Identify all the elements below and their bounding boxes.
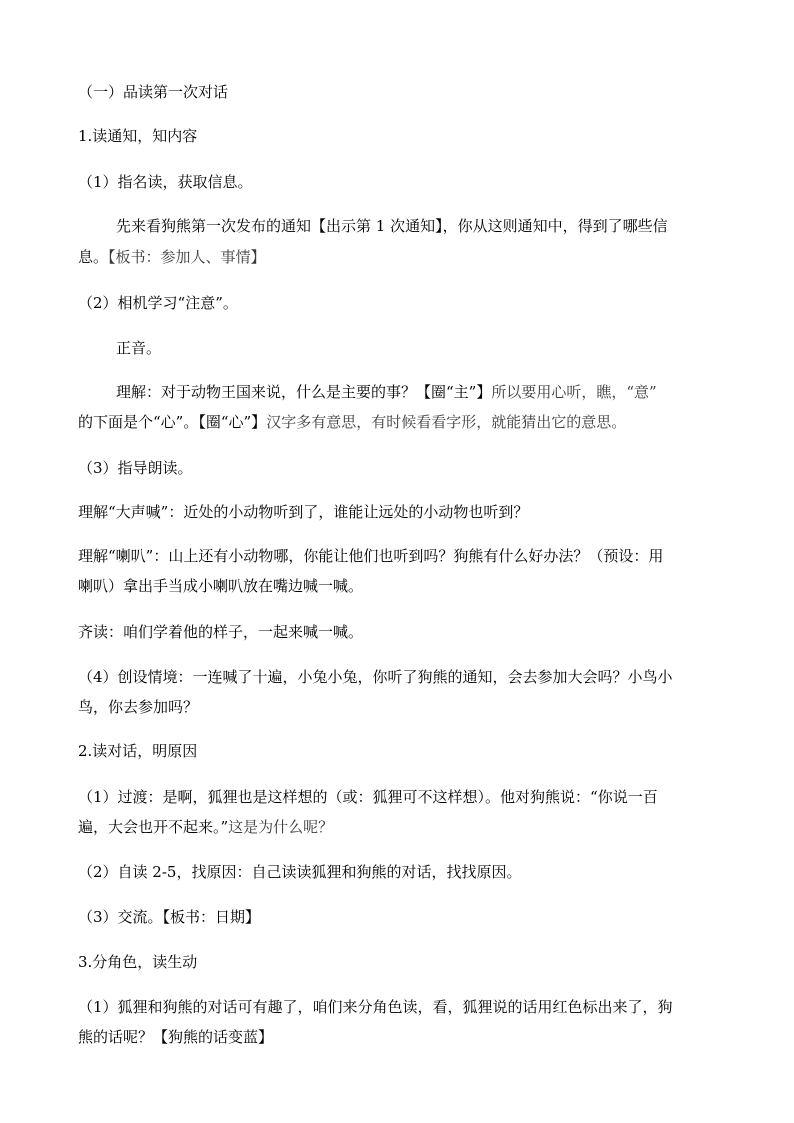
part1-step2-paragraph1: 正音。 xyxy=(116,339,162,357)
part1-step3-paragraph2-line2: 喇叭）拿出手当成小喇叭放在嘴边喊一喊。 xyxy=(78,577,364,595)
part2-heading: 2.读对话，明原因 xyxy=(78,742,198,760)
text-span: 汉字多有意思，有时候看看字形，就能猜出它的意思。 xyxy=(266,413,627,431)
part2-step1-line1: （1）过渡：是啊，狐狸也是这样想的（或：狐狸可不这样想）。他对狗熊说：“你说一百 xyxy=(78,788,658,806)
text-span: 所以要用心听，瞧，“意” xyxy=(491,383,657,401)
part1-step2: （2）相机学习“注意”。 xyxy=(78,294,238,312)
part2-step1-line2 xyxy=(78,817,333,837)
part3-step1-line1: （1）狐狸和狗熊的对话可有趣了，咱们来分角色读，看，狐狸说的话用红色标出来了，狗 xyxy=(78,998,673,1016)
part2-step3: （3）交流。【板书：日期】 xyxy=(78,908,261,926)
part3-heading: 3.分角色，读生动 xyxy=(78,953,198,971)
part1-step1-paragraph-line1: 先来看狗熊第一次发布的通知【出示第 1 次通知】，你从这则通知中，得到了哪些信 xyxy=(116,217,668,235)
part1-step2-paragraph2-line2 xyxy=(78,412,626,432)
text-span: 遍，大会也开不起来。” xyxy=(78,818,229,836)
board-note: 【板书：参加人、事情】 xyxy=(108,248,266,266)
text-span: 理解：对于动物王国来说，什么是主要的事？【圈“主”】 xyxy=(116,383,492,401)
text-span: 的下面是个“心”。【圈“心”】 xyxy=(78,413,267,431)
part2-step2: （2）自读 2-5，找原因：自己读读狐狸和狗熊的对话，找找原因。 xyxy=(78,863,522,881)
text-span: 这是为什么呢？ xyxy=(228,818,334,836)
part1-step1: （1）指名读，获取信息。 xyxy=(78,173,253,191)
part1-step3-paragraph1: 理解“大声喊”：近处的小动物听到了，谁能让远处的小动物也听到？ xyxy=(78,503,529,521)
part3-step1-line2: 熊的话呢？【狗熊的话变蓝】 xyxy=(78,1028,274,1046)
text-span: 息。 xyxy=(78,248,109,266)
part1-step2-paragraph2-line1 xyxy=(116,382,657,402)
part1-step3: （3）指导朗读。 xyxy=(78,459,193,477)
part1-step3-paragraph3: 齐读：咱们学着他的样子，一起来喊一喊。 xyxy=(78,623,364,641)
part1-step1-paragraph-line2 xyxy=(78,247,266,267)
part1-step3-paragraph2-line1: 理解“喇叭”：山上还有小动物哪，你能让他们也听到吗？狗熊有什么好办法？（预设：用 xyxy=(78,547,664,565)
section-title: （一）品读第一次对话 xyxy=(78,83,229,101)
part1-heading: 1.读通知，知内容 xyxy=(78,127,198,145)
part1-step4-line2: 鸟，你去参加吗？ xyxy=(78,698,199,716)
part1-step4-line1: （4）创设情境：一连喊了十遍，小兔小兔，你听了狗熊的通知，会去参加大会吗？小鸟小 xyxy=(78,668,673,686)
